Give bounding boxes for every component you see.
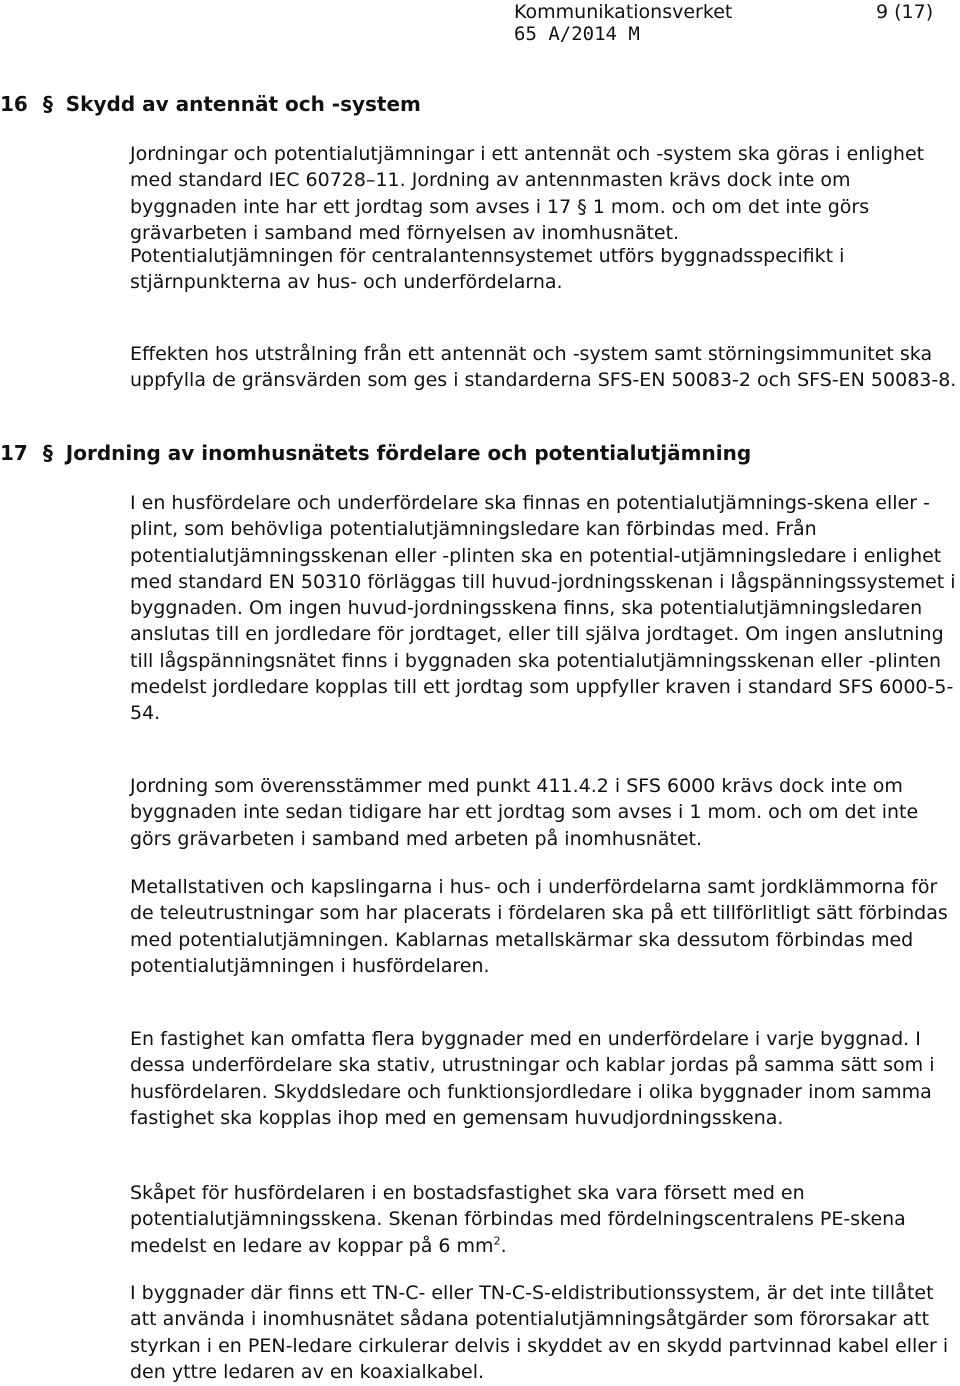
paragraph-text: Skåpet för husfördelaren i en bostadsfastighet ska vara försett med en potentialutjämningsskena. Skenan förbindas med fördelningscentralens PE-skena medelst en ledare av koppar på 6 mm — [130, 1182, 906, 1257]
paragraph: I en husfördelare och underfördelare ska finnas en potentialutjämnings-skena eller -plint, som behövliga potentialutjämningsledare kan förbindas med. Från potentialutjämningsskenan eller -plinten ska en potential-utjämningsledare i enlighet med standard EN 50310 förläggas till huvud-jordningsskenan i lågspänningssystemet i byggnaden. Om ingen huvud-jordningsskena finns, ska potentialutjämningsledaren anslutas till en jordledare för jordtaget, eller till själva jordtaget. Om ingen anslutning till lågspänningsnätet finns i byggnaden ska potentialutjämningsskenan eller -plinten medelst jordledare kopplas till ett jordtag som uppfyller kraven i standard SFS 6000-5-54. — [130, 492, 956, 725]
paragraph: Jordning som överensstämmer med punkt 411.4.2 i SFS 6000 krävs dock inte om byggnaden inte sedan tidigare har ett jordtag som avses i 1 mom. och om det inte görs grävarbeten i samband med arbeten på inomhusnätet. — [130, 775, 919, 850]
section-title: Skydd av antennät och -system — [65, 92, 421, 116]
section-symbol: § — [42, 92, 53, 116]
paragraph: Potentialutjämningen för centralantennsystemet utförs byggnadsspecifikt i stjärnpunkterna av hus- och underfördelarna. — [130, 245, 845, 294]
paragraph: I byggnader där finns ett TN-C- eller TN-C-S-eldistributionssystem, är det inte tillåtet att använda i inomhusnätet sådana potentialutjämningsåtgärder som förorsakar att styrkan i en PEN-ledare cirkulerar delvis i skyddet av en skydd partvinnad kabel eller i den yttre ledaren av en koaxialkabel. — [130, 1282, 949, 1383]
header-organization: Kommunikationsverket — [514, 1, 733, 23]
superscript: 2 — [493, 1234, 501, 1248]
paragraph: En fastighet kan omfatta flera byggnader med en underfördelare i varje byggnad. I dessa underfördelare ska stativ, utrustningar och kablar jordas på samma sätt som i husfördelaren. Skyddsledare och funktionsjordledare i olika byggnader inom samma fastighet ska kopplas ihop med en gemensam huvudjordningsskena. — [130, 1028, 935, 1129]
section-title: Jordning av inomhusnätets fördelare och potentialutjämning — [65, 441, 752, 465]
section-heading-16 — [0, 92, 421, 116]
header-page-number: 9 (17) — [876, 1, 934, 23]
paragraph-end: . — [500, 1234, 507, 1257]
paragraph: Effekten hos utstrålning från ett antennät och -system samt störningsimmunitet ska uppfylla de gränsvärden som ges i standarderna SFS-EN 50083-2 och SFS-EN 50083-8. — [130, 343, 957, 392]
section-number: 17 — [0, 441, 28, 465]
section-number: 16 — [0, 92, 28, 116]
paragraph: Metallstativen och kapslingarna i hus- och i underfördelarna samt jordklämmorna för de teleutrustningar som har placerats i fördelaren ska på ett tillförlitligt sätt förbindas med potentialutjämningen. Kablarnas metallskärmar ska dessutom förbindas med potentialutjämningen i husfördelaren. — [130, 876, 948, 977]
section-heading-17 — [0, 441, 751, 465]
header-reference: 65 A/2014 M — [514, 23, 640, 45]
section-symbol: § — [42, 441, 53, 465]
paragraph: Jordningar och potentialutjämningar i ett antennät och -system ska göras i enlighet med standard IEC 60728–11. Jordning av antennmasten krävs dock inte om byggnaden inte har ett jordtag som avses i 17 § 1 mom. och om det inte görs grävarbeten i samband med förnyelsen av inomhusnätet. — [130, 143, 925, 244]
paragraph-with-superscript — [130, 1180, 958, 1259]
